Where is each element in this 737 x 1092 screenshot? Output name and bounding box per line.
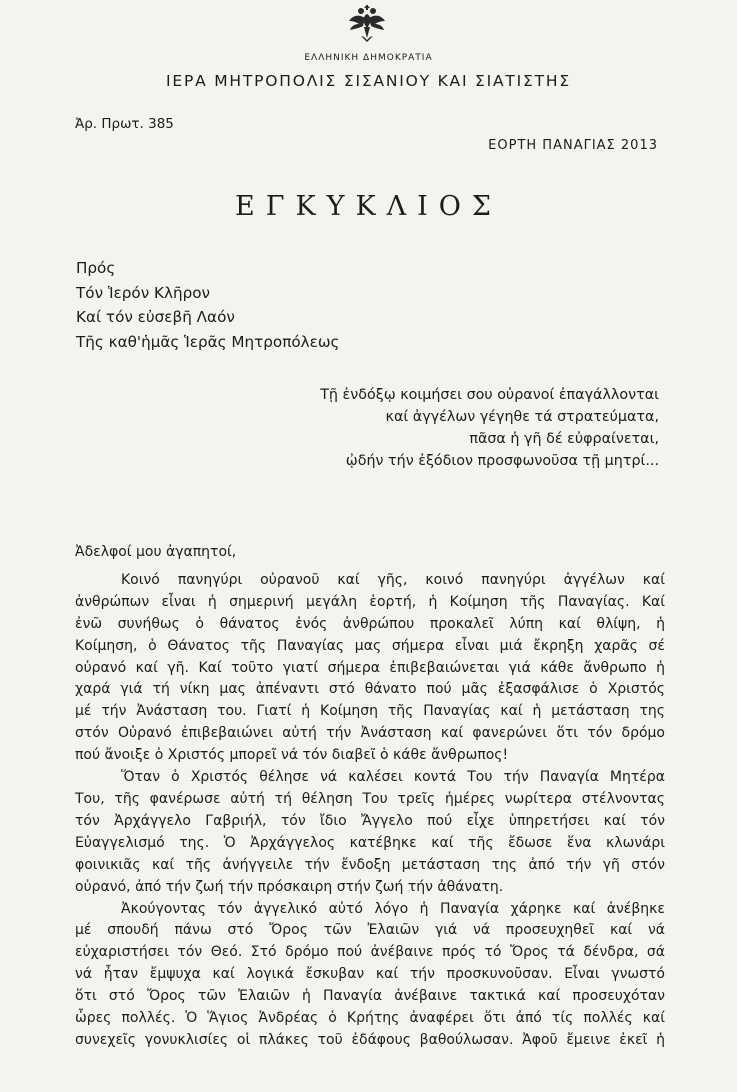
- body-line: Κοινό πανηγύρι οὐρανοῦ καί γῆς, κοινό πανηγύρι ἀγγέλων καί: [121, 571, 665, 588]
- body-line: ἐνῶ συνήθως ὁ θάνατος ἑνός ἀνθρώπου προκαλεῖ λύπη καί θλίψη, ἡ: [75, 615, 665, 632]
- body-line: Εὐαγγελισμό της. Ὁ Ἀρχάγγελος κατέβηκε καί τῆς ἔδωσε ἕνα κλωνάρι: [75, 834, 665, 851]
- recipient-line: Πρός: [76, 259, 116, 277]
- body-line: μέ τήν Ἀνάσταση του. Γιατί ἡ Κοίμηση τῆς Παναγίας καί ἡ μετάσταση της: [75, 703, 665, 720]
- metropolis-name: ΙΕΡΑ ΜΗΤΡΟΠΟΛΙΣ ΣΙΣΑΝΙΟΥ ΚΑΙ ΣΙΑΤΙΣΤΗΣ: [166, 72, 571, 90]
- hymn-epigraph: [320, 384, 659, 472]
- recipient-line: Τῆς καθ'ἡμᾶς Ἱερᾶς Μητροπόλεως: [76, 332, 340, 351]
- body-line: χαρά γιά τή νίκη μας ἀπέναντι στό θάνατο πού μᾶς ἐξασφάλισε ὁ Χριστός: [75, 681, 665, 698]
- recipients-block: [76, 256, 339, 354]
- greeting: Ἀδελφοί μου ἀγαπητοί,: [75, 544, 237, 560]
- body-line: οὐρανό, ἀπό τήν ζωή τήν πρόσκαιρη στήν ζωή τήν ἀθάνατη.: [75, 878, 504, 895]
- body-line: φοινικιᾶς καί τῆς ἀνήγγειλε τήν ἔνδοξη μετάσταση της ἀπό τήν γῆ στόν: [75, 856, 665, 873]
- body-line: Ὅταν ὁ Χριστός θέλησε νά καλέσει κοντά Του τήν Παναγία Μητέρα: [121, 769, 665, 786]
- document-title: ΕΓΚΥΚΛΙΟΣ: [235, 191, 502, 222]
- protocol-number: Ἀρ. Πρωτ. 385: [75, 116, 174, 132]
- hymn-line: πᾶσα ἡ γῆ δέ εὐφραίνεται,: [469, 431, 659, 447]
- hymn-line: καί ἀγγέλων γέγηθε τά στρατεύματα,: [385, 409, 659, 425]
- body-line: ὧρες πολλές. Ὁ Ἅγιος Ἀνδρέας ὁ Κρήτης ἀναφέρει ὅτι ἀπό τίς πολλές καί: [75, 1010, 665, 1027]
- body-line: στόν Οὐρανό ἐπιβεβαιώνει αὐτή τήν Ἀνάσταση καί φανερώνει ὅτι τόν δρόμο: [75, 725, 665, 742]
- body-line: Ἀκούγοντας τόν ἀγγελικό αὐτό λόγο ἡ Παναγία χάρηκε καί ἀνέβηκε: [121, 900, 665, 917]
- letter-body: [75, 542, 665, 1052]
- recipient-line: Καί τόν εὐσεβῆ Λαόν: [76, 308, 235, 327]
- hymn-line: ᾠδήν τήν ἐξόδιον προσφωνοῦσα τῇ μητρί...: [345, 453, 659, 469]
- body-line: συνεχεῖς γονυκλισίες οἱ πλάκες τοῦ ἐδάφους βαθούλωσαν. Ἀφοῦ ἔμεινε ἐκεῖ ἡ: [75, 1031, 665, 1048]
- feast-date: ΕΟΡΤΗ ΠΑΝΑΓΙΑΣ 2013: [488, 138, 658, 153]
- body-line: Του, τῆς φανέρωσε αὐτή τή θέληση Του τρεῖς ἡμέρες νωρίτερα στέλνοντας: [75, 790, 665, 807]
- body-line: ὅτι στό Ὄρος τῶν Ἐλαιῶν ἡ Παναγία ἀνέβαινε τακτικά καί προσευχόταν: [75, 988, 665, 1005]
- body-line: τόν Ἀρχάγγελο Γαβριήλ, τόν ἴδιο Ἄγγελο πού εἶχε ὑπηρετήσει καί τόν: [75, 812, 665, 829]
- recipient-line: Τόν Ἱερόν Κλῆρον: [76, 283, 211, 302]
- government-line: ΕΛΛΗΝΙΚΗ ΔΗΜΟΚΡΑΤΙΑ: [304, 53, 433, 63]
- body-line: μέ σπουδή πάνω στό Ὄρος τῶν Ἐλαιῶν γιά νά προσευχηθεῖ καί νά: [75, 922, 665, 939]
- body-line: ἀνθρώπων εἶναι ἡ σημερινή μεγάλη ἑορτή, ἡ Κοίμηση τῆς Παναγίας. Καί: [75, 593, 665, 610]
- body-line: εὐχαριστήσει τόν Θεό. Στό δρόμο πού ἀνέβαινε πρός τό Ὄρος τά δένδρα, σά: [75, 944, 665, 961]
- hymn-line: Τῇ ἐνδόξῳ κοιμήσει σου οὐρανοί ἐπαγάλλονται: [320, 387, 659, 403]
- body-line: οὐρανό καί γῆ. Καί τοῦτο γιατί σήμερα ἐπιβεβαιώνεται γιά κάθε ἄνθρωπο ἡ: [75, 659, 665, 676]
- body-line: Κοίμηση, ὁ Θάνατος τῆς Παναγίας μας σήμερα εἶναι μιά ἔκρηξη χαρᾶς σέ: [75, 637, 665, 654]
- body-line: νά ἦταν ἔμψυχα καί λογικά ἔσκυβαν καί τήν προσκυνοῦσαν. Εἶναι γνωστό: [75, 966, 665, 983]
- body-line: πού ἄνοιξε ὁ Χριστός μπορεῖ νά τόν διαβεῖ ὁ κάθε ἄνθρωπος!: [75, 747, 509, 764]
- double-headed-eagle-icon: [347, 4, 387, 46]
